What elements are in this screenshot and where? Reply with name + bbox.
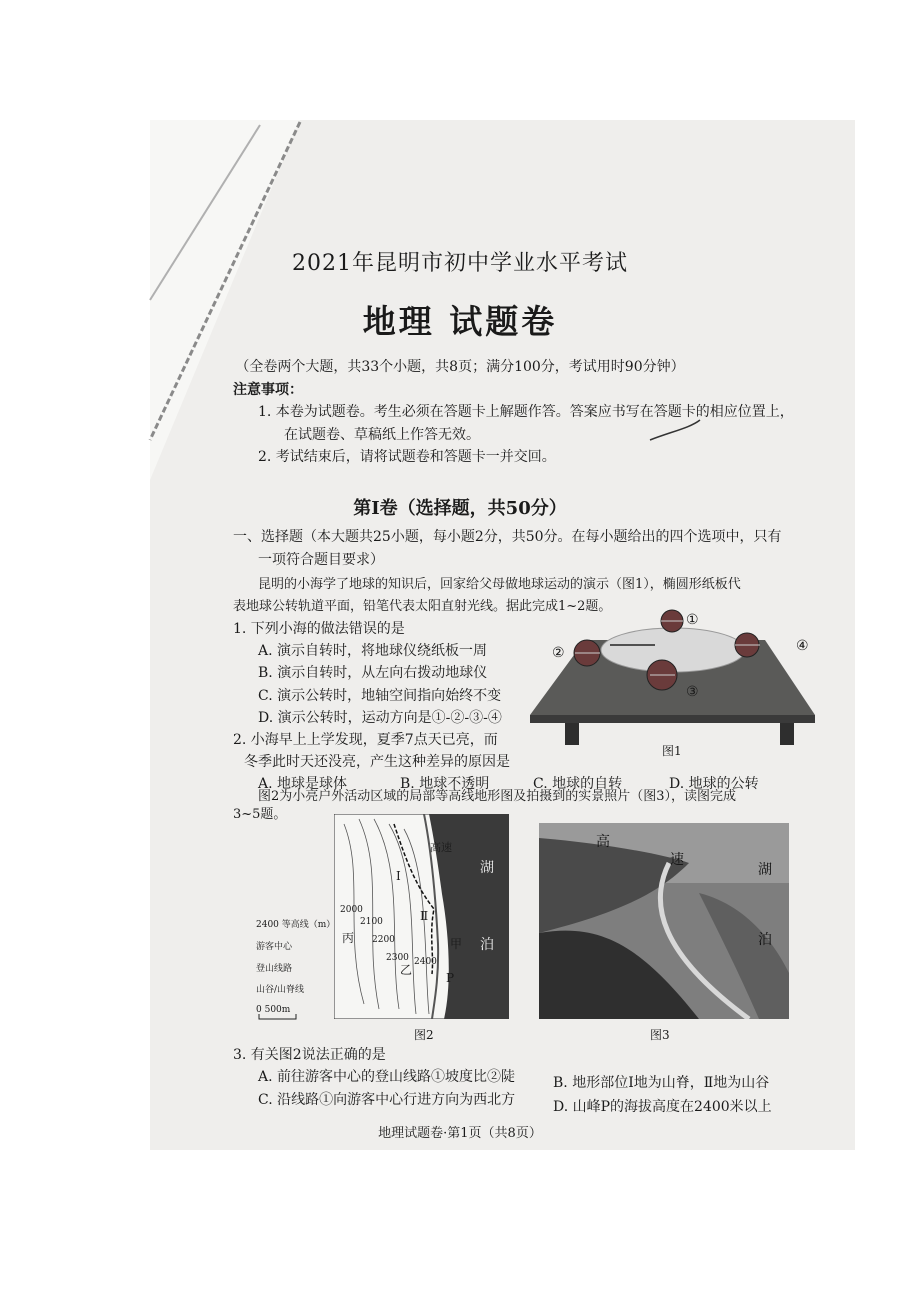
fig2-road: 高速 xyxy=(430,841,452,854)
fig3-caption: 图3 xyxy=(650,1028,670,1042)
fig2-place-4: 乙 xyxy=(400,963,413,977)
context-1: 昆明的小海学了地球的知识后，回家给父母做地球运动的演示（图1），椭圆形纸板代 xyxy=(258,577,741,592)
q2-option-d: D. 地球的公转 xyxy=(669,776,759,792)
fig3-label-1: 高 xyxy=(596,834,610,850)
q1-option-a: A. 演示自转时，将地球仪绕纸板一周 xyxy=(258,643,488,659)
fig2-legend-route: 登山线路 xyxy=(256,964,293,974)
fig2-lake-1: 湖 xyxy=(480,860,494,876)
q1-option-d: D. 演示公转时，运动方向是①-②-③-④ xyxy=(258,710,502,726)
q3-option-b: B. 地形部位Ⅰ地为山脊，Ⅱ地为山谷 xyxy=(553,1075,770,1091)
fig2-place-3: 丙 xyxy=(342,931,355,945)
exam-title: 2021年昆明市初中学业水平考试 xyxy=(292,251,628,276)
q2-option-a: A. 地球是球体 xyxy=(258,776,348,792)
q1-stem: 1. 下列小海的做法错误的是 xyxy=(233,621,405,637)
fig2-place-2: Ⅱ xyxy=(420,909,429,923)
fig2-legend-center: 游客中心 xyxy=(256,942,293,952)
q2-option-b: B. 地球不透明 xyxy=(400,776,490,792)
q3-option-d: D. 山峰P的海拔高度在2400米以上 xyxy=(553,1099,772,1115)
fig2-legend-valley: 山谷/山脊线 xyxy=(256,985,305,995)
fig2-place-5: 甲 xyxy=(450,937,463,951)
context-2: 图2为小亮户外活动区域的局部等高线地形图及拍摄到的实景照片（图3），读图完成 xyxy=(258,789,737,804)
q1-option-b: B. 演示自转时，从左向右拨动地球仪 xyxy=(258,665,488,681)
fig3-label-4: 泊 xyxy=(758,932,772,948)
fig1-label-1: ① xyxy=(686,612,699,628)
fig2-caption: 图2 xyxy=(414,1028,434,1042)
fig2-contour-2100: 2100 xyxy=(360,917,383,927)
q2-stem: 2. 小海早上上学发现，夏季7点天已亮，而 xyxy=(233,732,498,748)
fig2-contour-2200: 2200 xyxy=(372,935,395,945)
section-title: 第Ⅰ卷（选择题，共50分） xyxy=(353,498,567,519)
fig1-label-3: ③ xyxy=(686,684,699,700)
q1-option-c: C. 演示公转时，地轴空间指向始终不变 xyxy=(258,688,502,704)
subject-title: 地理 试题卷 xyxy=(362,302,558,341)
fig2-peak-p: P xyxy=(446,971,455,985)
fig1-caption: 图1 xyxy=(662,744,682,758)
fig2-scale-bar xyxy=(258,1014,298,1020)
fig2-scale: 0 500m xyxy=(256,1005,291,1015)
context-1-cont: 表地球公转轨道平面，铅笔代表太阳直射光线。据此完成1~2题。 xyxy=(233,599,612,614)
notice-item-1: 1. 本卷为试题卷。考生必须在答题卡上解题作答。答案应书写在答题卡的相应位置上， xyxy=(258,404,794,420)
fig2-contour-2000: 2000 xyxy=(340,905,363,915)
fig2-lake-2: 泊 xyxy=(480,937,494,953)
q2-option-c: C. 地球的自转 xyxy=(533,776,623,792)
figure-1-table-demo xyxy=(525,605,825,745)
notice-item-2: 2. 考试结束后，请将试题卷和答题卡一并交回。 xyxy=(258,449,556,465)
section-intro-cont: 一项符合题目要求） xyxy=(258,552,384,568)
exam-info: （全卷两个大题，共33个小题，共8页；满分100分，考试用时90分钟） xyxy=(235,359,685,375)
context-2-cont: 3~5题。 xyxy=(233,807,287,822)
q2-stem-cont: 冬季此时天还没亮，产生这种差异的原因是 xyxy=(244,754,510,770)
section-intro: 一、选择题（本大题共25小题，每小题2分，共50分。在每小题给出的四个选项中，只有 xyxy=(233,529,782,545)
q3-stem: 3. 有关图2说法正确的是 xyxy=(233,1047,386,1063)
fig1-label-4: ④ xyxy=(796,638,809,654)
q3-option-a: A. 前往游客中心的登山线路①坡度比②陡 xyxy=(258,1069,516,1085)
notice-item-1-cont: 在试题卷、草稿纸上作答无效。 xyxy=(284,427,480,443)
fig2-place-1: Ⅰ xyxy=(396,869,401,883)
page-footer: 地理试题卷·第1页（共8页） xyxy=(378,1126,542,1141)
fig2-legend-contour: 2400 等高线（m） xyxy=(256,920,336,930)
figure-3-photo xyxy=(539,823,789,1019)
fig3-label-3: 湖 xyxy=(758,862,772,878)
notice-heading: 注意事项： xyxy=(233,382,303,398)
fig3-label-2: 速 xyxy=(670,852,684,868)
fig2-contour-2400: 2400 xyxy=(414,957,437,967)
fig2-contour-2300: 2300 xyxy=(386,953,409,963)
fig1-label-2: ② xyxy=(552,645,565,661)
q3-option-c: C. 沿线路①向游客中心行进方向为西北方 xyxy=(258,1092,516,1108)
